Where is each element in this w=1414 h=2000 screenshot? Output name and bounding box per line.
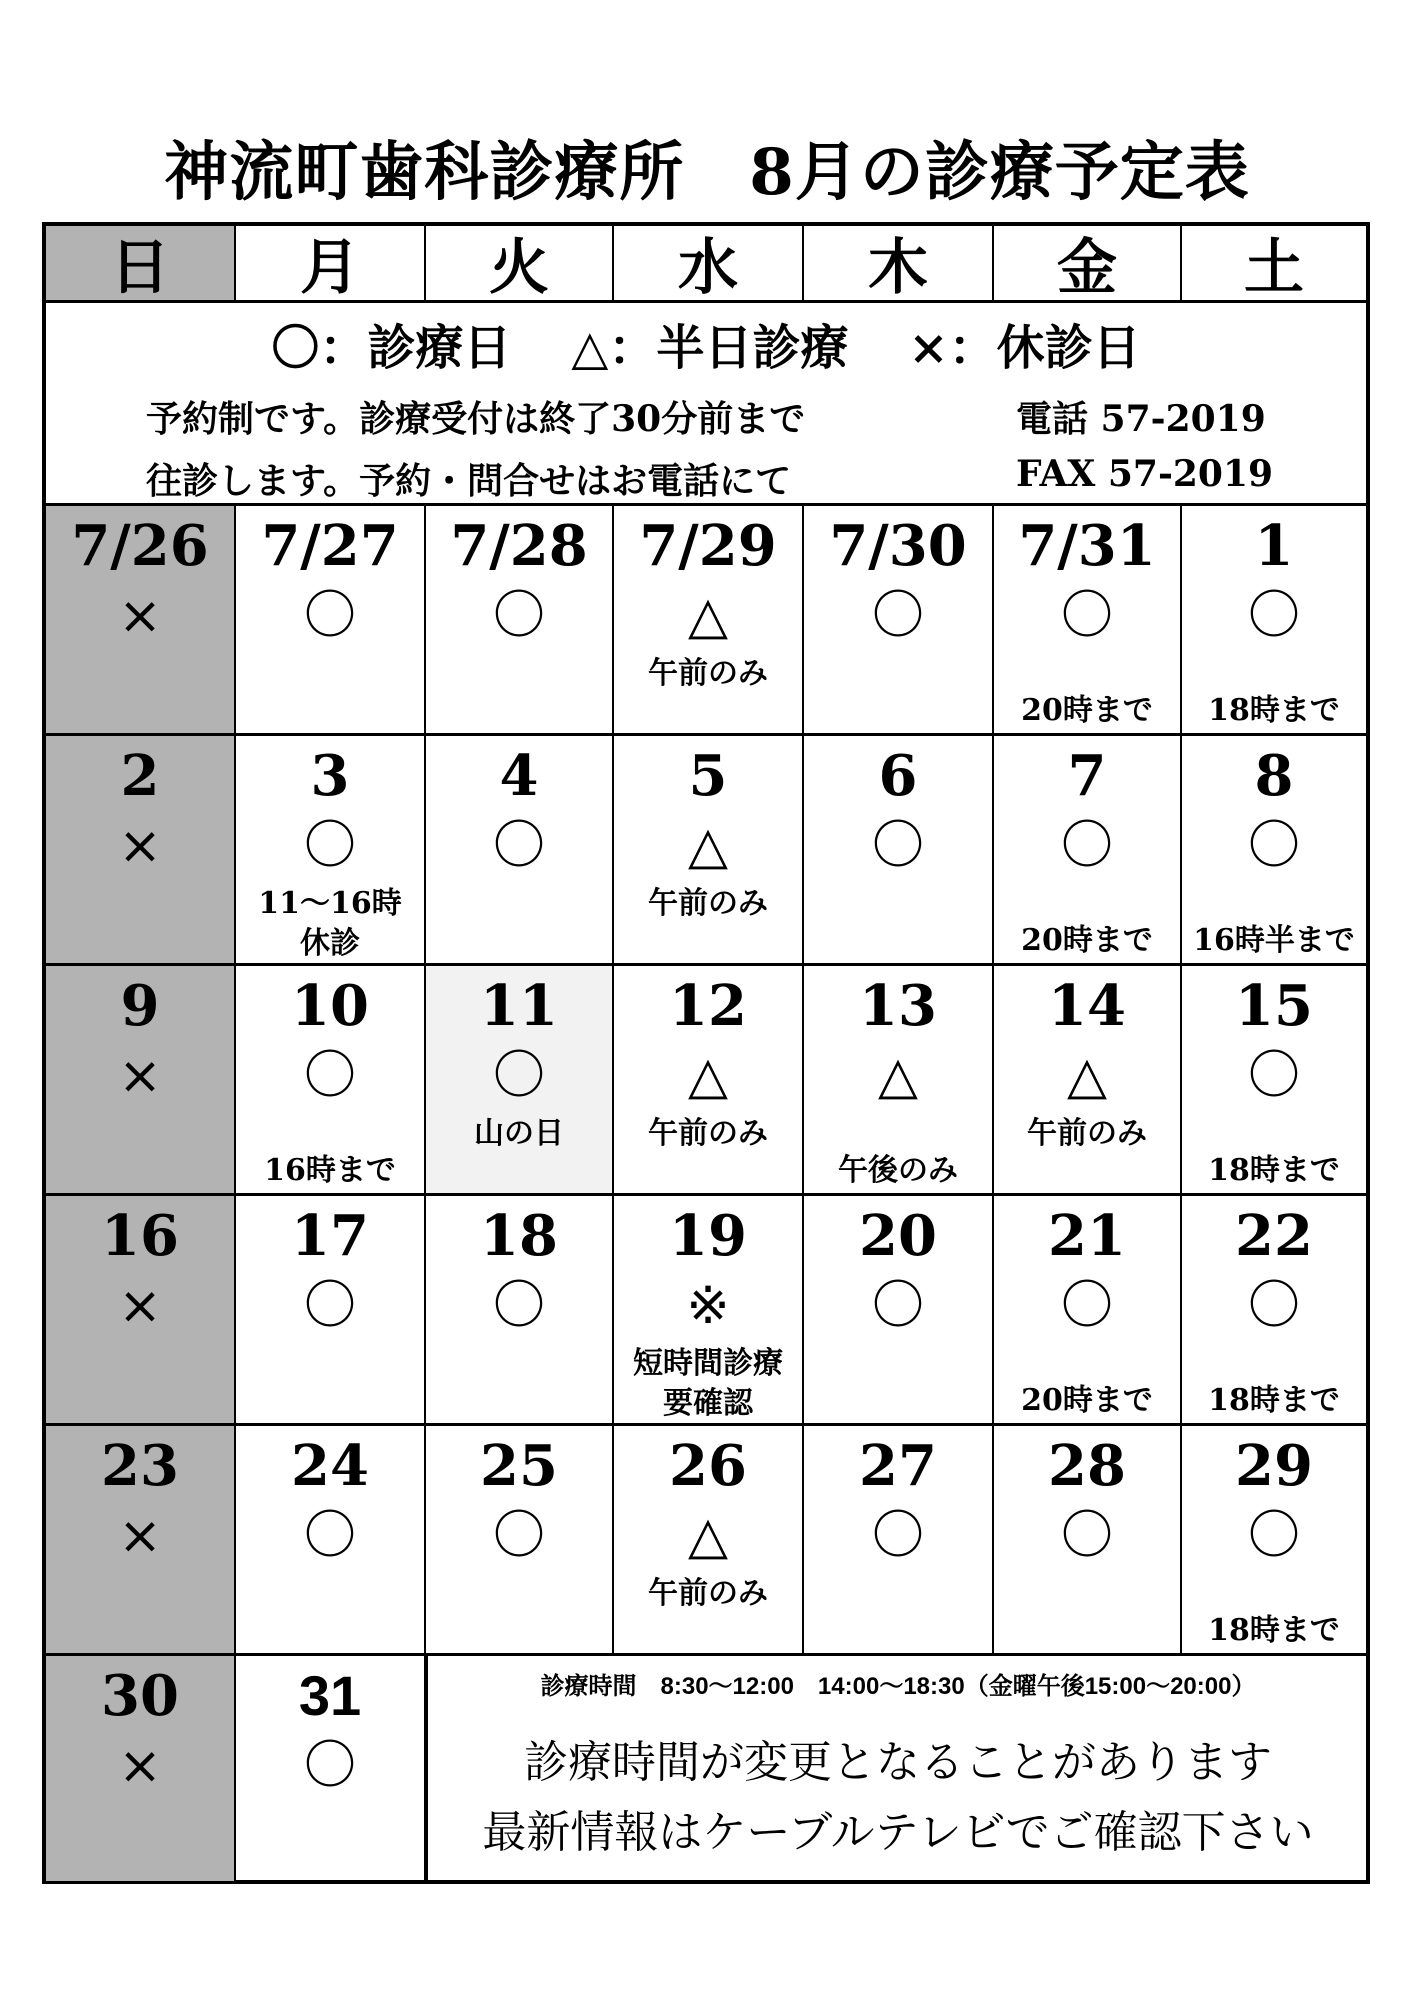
status-mark: 〇 [303,816,356,876]
status-mark: × [118,1736,162,1796]
calendar-day [994,1426,1182,1656]
closing-time-note: 20時まで [1021,1383,1153,1418]
day-number: 19 [669,1203,747,1269]
calendar-day [994,1196,1182,1426]
calendar-day [46,1196,236,1426]
calendar-day [994,506,1182,736]
calendar-day [46,506,236,736]
calendar-day [426,966,614,1196]
day-number: 12 [669,973,747,1039]
status-mark: 〇 [492,1506,545,1566]
day-number: 25 [480,1433,558,1499]
status-mark: 〇 [871,816,924,876]
closing-time-note: 18時まで [1208,693,1340,728]
calendar-day [804,506,994,736]
day-number: 27 [859,1433,937,1499]
footer-notes [426,1656,1368,1881]
closing-time-note: 20時まで [1021,923,1153,958]
calendar-day [46,966,236,1196]
reservation-note: 予約制です。診療受付は終了30分前まで [146,398,806,440]
calendar-day [236,506,426,736]
closing-time-note: 20時まで [1021,693,1153,728]
calendar-day [1182,1196,1366,1426]
day-number: 7/28 [450,513,588,579]
status-mark: △ [878,1046,918,1106]
day-number: 2 [120,743,160,809]
status-mark: 〇 [1247,1046,1300,1106]
day-number: 9 [120,973,160,1039]
status-mark: 〇 [492,1046,545,1106]
closing-time-note: 18時まで [1208,1613,1340,1648]
status-mark: 〇 [303,586,356,646]
weekday-header: 木 [804,226,994,303]
day-note: 午前のみ [648,1576,768,1611]
day-number: 20 [859,1203,937,1269]
status-mark: 〇 [1247,816,1300,876]
status-mark: 〇 [871,1506,924,1566]
calendar-day [1182,736,1366,966]
calendar-day [426,1196,614,1426]
status-mark: × [118,586,162,646]
day-number: 21 [1048,1203,1126,1269]
calendar-day [614,966,804,1196]
weekday-header: 日 [46,226,236,303]
legend-half-day: △：半日診療 [571,319,849,376]
day-note: 午前のみ [648,1116,768,1151]
day-number: 7/30 [829,513,967,579]
day-number: 7/26 [71,513,209,579]
calendar-day [804,1196,994,1426]
calendar-day [236,1656,426,1881]
status-mark: 〇 [303,1506,356,1566]
clinic-hours: 診療時間 8:30～12:00 14:00～18:30（金曜午後15:00～20:00） [540,1673,1256,1700]
day-number: 16 [101,1203,179,1269]
day-note: 午前のみ [648,656,768,691]
calendar-day [1182,506,1366,736]
day-number: 11 [480,973,558,1039]
calendar-day [46,736,236,966]
status-mark: × [118,816,162,876]
closing-time-note: 16時半まで [1193,923,1355,958]
day-number: 14 [1048,973,1126,1039]
day-number: 15 [1235,973,1313,1039]
day-number: 18 [480,1203,558,1269]
weekday-header: 月 [236,226,426,303]
day-note: 山の日 [474,1116,564,1151]
status-mark: 〇 [1060,1276,1113,1336]
status-mark: 〇 [303,1736,356,1796]
calendar-day [804,966,994,1196]
status-mark: × [118,1506,162,1566]
day-note: 午前のみ [648,886,768,921]
day-number: 29 [1235,1433,1313,1499]
day-number: 7/27 [261,513,399,579]
status-mark: 〇 [303,1276,356,1336]
status-mark: 〇 [871,1276,924,1336]
day-number: 6 [878,743,918,809]
calendar-day [46,1426,236,1656]
calendar-day [236,1426,426,1656]
weekday-header: 金 [994,226,1182,303]
status-mark: 〇 [1247,1506,1300,1566]
day-number: 4 [499,743,539,809]
day-note: 11～16時 休診 [258,886,402,961]
phone-number: 電話 57-2019 [1016,398,1266,440]
weekday-header: 火 [426,226,614,303]
status-mark: 〇 [1060,586,1113,646]
day-number: 24 [291,1433,369,1499]
day-number: 17 [291,1203,369,1269]
legend [46,303,1366,383]
status-mark: △ [1067,1046,1107,1106]
calendar-day [614,506,804,736]
calendar-day [236,1196,426,1426]
calendar-day [236,736,426,966]
info-panel [46,303,1366,506]
status-mark: × [118,1046,162,1106]
status-mark: 〇 [1060,1506,1113,1566]
weekday-header: 水 [614,226,804,303]
day-number: 23 [101,1433,179,1499]
status-mark: 〇 [492,816,545,876]
legend-open-day: 〇：診療日 [271,319,512,376]
day-number: 7/29 [639,513,777,579]
day-number: 7/31 [1018,513,1156,579]
calendar-day [426,506,614,736]
day-note: 午前のみ [1027,1116,1147,1151]
day-number: 1 [1254,513,1294,579]
change-notice: 診療時間が変更となることがあります [524,1738,1272,1787]
calendar-day [994,736,1182,966]
day-note: 短時間診療 要確認 [633,1346,783,1421]
status-mark: 〇 [492,586,545,646]
status-mark: 〇 [1247,586,1300,646]
legend-closed-day: ×：休診日 [908,319,1141,376]
closing-time-note: 16時まで [264,1153,396,1188]
calendar-day [236,966,426,1196]
status-mark: △ [688,586,728,646]
calendar-day [614,1196,804,1426]
weekday-header: 土 [1182,226,1366,303]
status-mark: 〇 [1247,1276,1300,1336]
status-mark: 〇 [303,1046,356,1106]
fax-number: FAX 57-2019 [1016,453,1274,495]
day-number: 26 [669,1433,747,1499]
day-number: 7 [1067,743,1107,809]
calendar-day [1182,966,1366,1196]
calendar-day [994,966,1182,1196]
day-number: 3 [310,743,350,809]
status-mark: ※ [686,1276,730,1336]
calendar-day [46,1656,236,1881]
calendar-day [426,1426,614,1656]
status-mark: △ [688,816,728,876]
day-number: 31 [298,1664,362,1727]
house-call-note: 往診します。予約・問合せはお電話にて [146,460,792,502]
status-mark: 〇 [871,586,924,646]
calendar-day [804,1426,994,1656]
day-number: 13 [859,973,937,1039]
status-mark: △ [688,1506,728,1566]
page-title: 神流町歯科診療所 8月の診療予定表 [164,135,1250,210]
status-mark: 〇 [1060,816,1113,876]
status-mark: △ [688,1046,728,1106]
closing-time-note: 午後のみ [838,1153,958,1188]
calendar-day [1182,1426,1366,1656]
calendar-day [614,1426,804,1656]
calendar-day [426,736,614,966]
closing-time-note: 18時まで [1208,1153,1340,1188]
cable-tv-notice: 最新情報はケーブルテレビでご確認下さい [482,1808,1314,1857]
status-mark: 〇 [492,1276,545,1336]
day-number: 22 [1235,1203,1313,1269]
schedule-table [42,222,1370,1884]
calendar-day [804,736,994,966]
day-number: 30 [101,1663,179,1729]
status-mark: × [118,1276,162,1336]
calendar-day [614,736,804,966]
day-number: 5 [688,743,728,809]
closing-time-note: 18時まで [1208,1383,1340,1418]
day-number: 28 [1048,1433,1126,1499]
day-number: 10 [291,973,369,1039]
day-number: 8 [1254,743,1294,809]
